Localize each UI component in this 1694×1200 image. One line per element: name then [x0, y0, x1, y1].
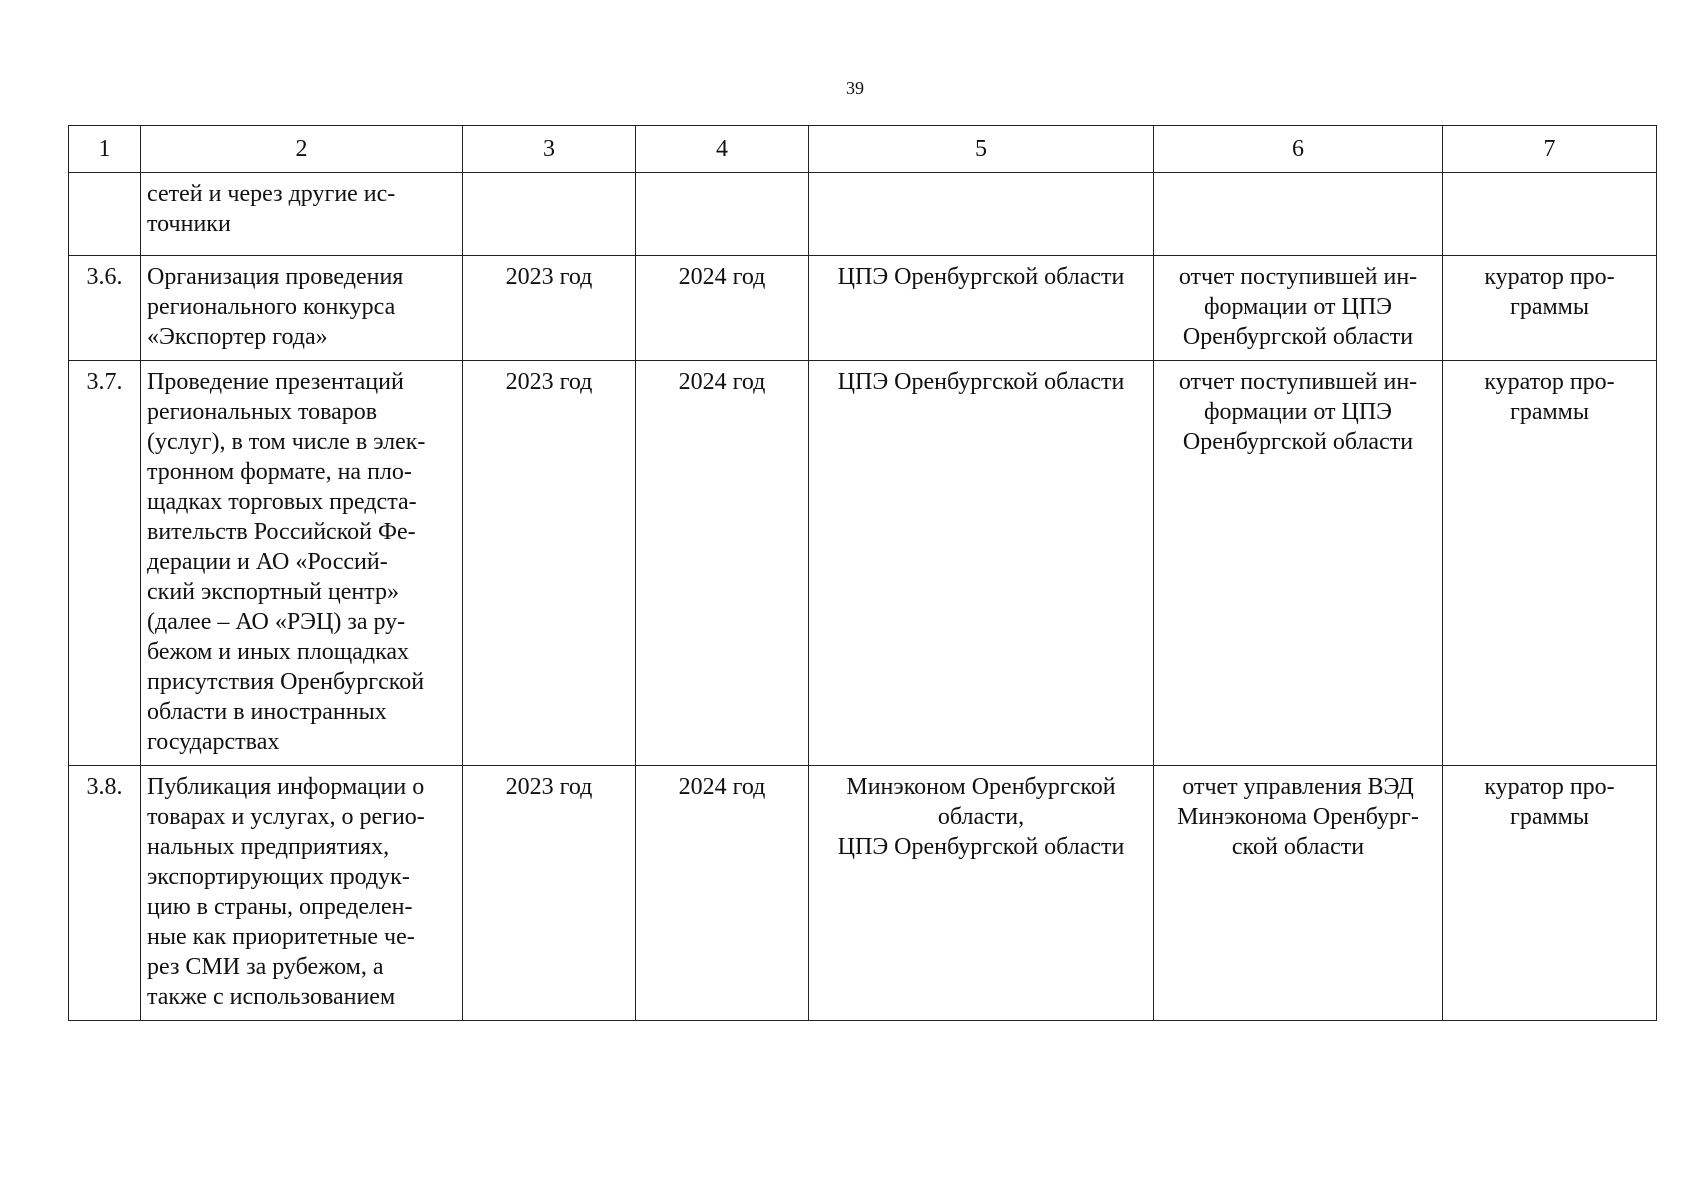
item-executor: Минэконом Оренбургской области, ЦПЭ Оренбургской области — [809, 766, 1154, 1021]
item-number: 3.7. — [69, 361, 141, 766]
item-result: отчет поступившей ин- формации от ЦПЭ Оренбургской области — [1154, 256, 1443, 361]
item-number: 3.6. — [69, 256, 141, 361]
table-header-row — [69, 126, 1657, 173]
item-name: сетей и через другие ис- точники — [141, 173, 463, 256]
item-end: 2024 год — [636, 256, 809, 361]
item-end: 2024 год — [636, 361, 809, 766]
header-cell: 1 — [69, 126, 141, 173]
item-start: 2023 год — [463, 766, 636, 1021]
item-control — [1443, 173, 1657, 256]
header-cell: 6 — [1154, 126, 1443, 173]
item-end: 2024 год — [636, 766, 809, 1021]
page-number: 39 — [846, 78, 864, 98]
header-cell: 2 — [141, 126, 463, 173]
item-name: Проведение презентаций региональных товаров (услуг), в том числе в элек- тронном формате, на пло- щадках торговых предста- вительств Российской Фе- дерации и АО «Россий- ский экспортный центр» (далее – АО «РЭЦ) за ру- бежом и иных площадках присутствия Оренбургской области в иностранных государствах — [141, 361, 463, 766]
item-control: куратор про- граммы — [1443, 766, 1657, 1021]
header-cell: 4 — [636, 126, 809, 173]
item-executor: ЦПЭ Оренбургской области — [809, 256, 1154, 361]
item-control: куратор про- граммы — [1443, 256, 1657, 361]
table-row — [69, 766, 1657, 1021]
item-number — [69, 173, 141, 256]
item-result — [1154, 173, 1443, 256]
table-row — [69, 361, 1657, 766]
measures-table — [68, 125, 1657, 1021]
item-number: 3.8. — [69, 766, 141, 1021]
item-name: Организация проведения регионального конкурса «Экспортер года» — [141, 256, 463, 361]
header-cell: 7 — [1443, 126, 1657, 173]
item-control: куратор про- граммы — [1443, 361, 1657, 766]
header-cell: 3 — [463, 126, 636, 173]
item-start: 2023 год — [463, 256, 636, 361]
item-executor — [809, 173, 1154, 256]
item-end — [636, 173, 809, 256]
item-result: отчет управления ВЭД Минэконома Оренбург- ской области — [1154, 766, 1443, 1021]
item-start: 2023 год — [463, 361, 636, 766]
item-executor: ЦПЭ Оренбургской области — [809, 361, 1154, 766]
item-result: отчет поступившей ин- формации от ЦПЭ Оренбургской области — [1154, 361, 1443, 766]
item-name: Публикация информации о товарах и услугах, о регио- нальных предприятиях, экспортирующих продук- цию в страны, определен- ные как приоритетные че- рез СМИ за рубежом, а также с использованием — [141, 766, 463, 1021]
item-start — [463, 173, 636, 256]
table-row — [69, 256, 1657, 361]
header-cell: 5 — [809, 126, 1154, 173]
table-row — [69, 173, 1657, 256]
